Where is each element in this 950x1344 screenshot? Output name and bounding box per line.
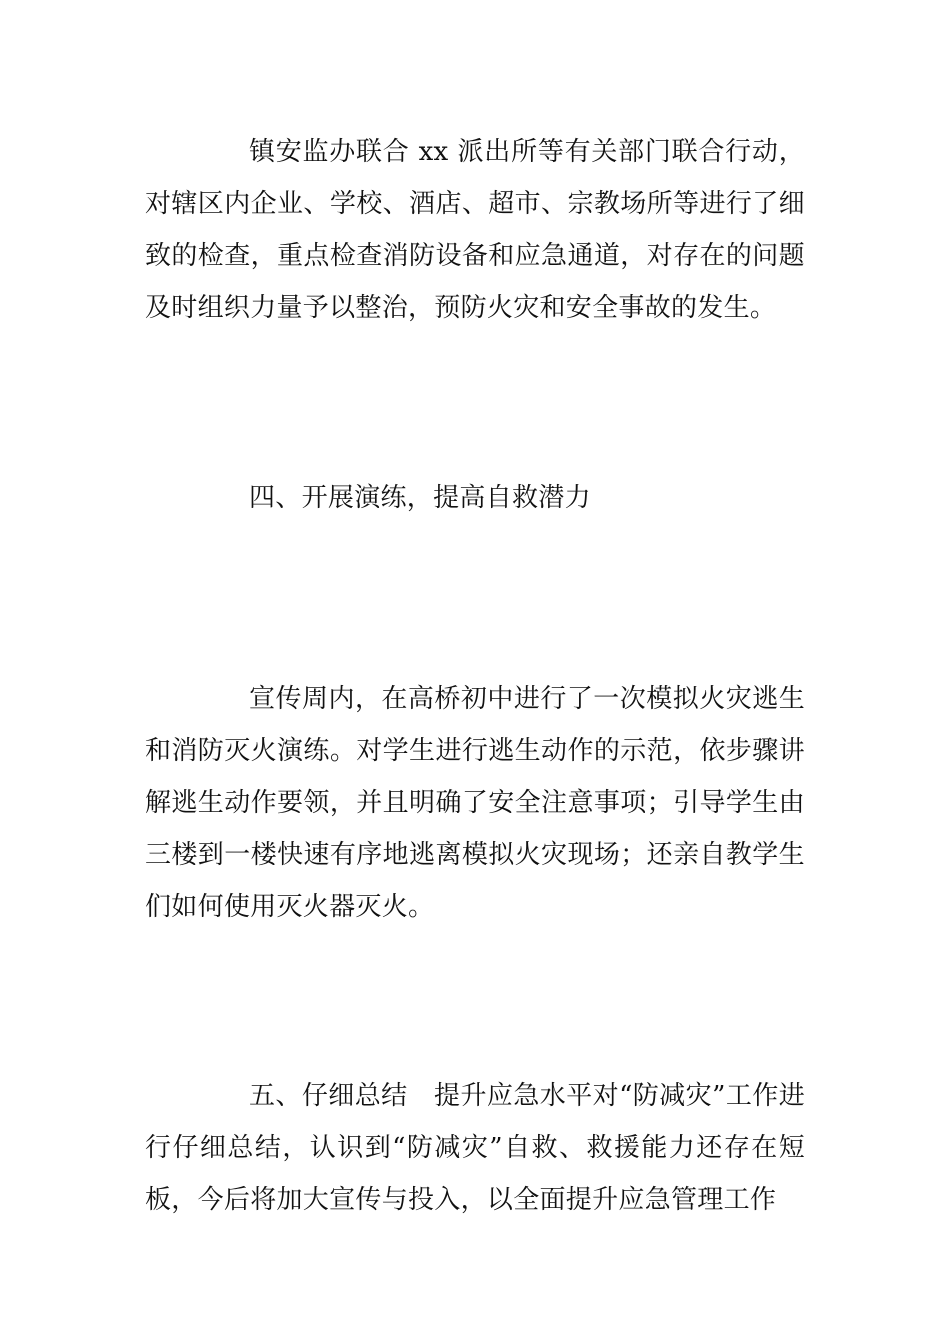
body-paragraph-summary: 五、仔细总结 提升应急水平对“防减灾”工作进行仔细总结，认识到“防减灾”自救、救援能力还存在短板，今后将加大宣传与投入，以全面提升应急管理工作: [145, 1081, 805, 1215]
body-paragraph-drill: 宣传周内，在高桥初中进行了一次模拟火灾逃生和消防灭火演练。对学生进行逃生动作的示范，依步骤讲解逃生动作要领，并且明确了安全注意事项；引导学生由三楼到一楼快速有序地逃离模拟火灾现场；还亲自教学生们如何使用灭火器灭火。: [145, 684, 805, 922]
body-paragraph-inspection: 镇安监办联合 xx 派出所等有关部门联合行动，对辖区内企业、学校、酒店、超市、宗教场所等进行了细致的检查，重点检查消防设备和应急通道，对存在的问题及时组织力量予以整治，预防火灾和安全事故的发生。: [145, 137, 805, 323]
section-heading-drill: 四、开展演练，提高自救潜力: [249, 483, 591, 513]
